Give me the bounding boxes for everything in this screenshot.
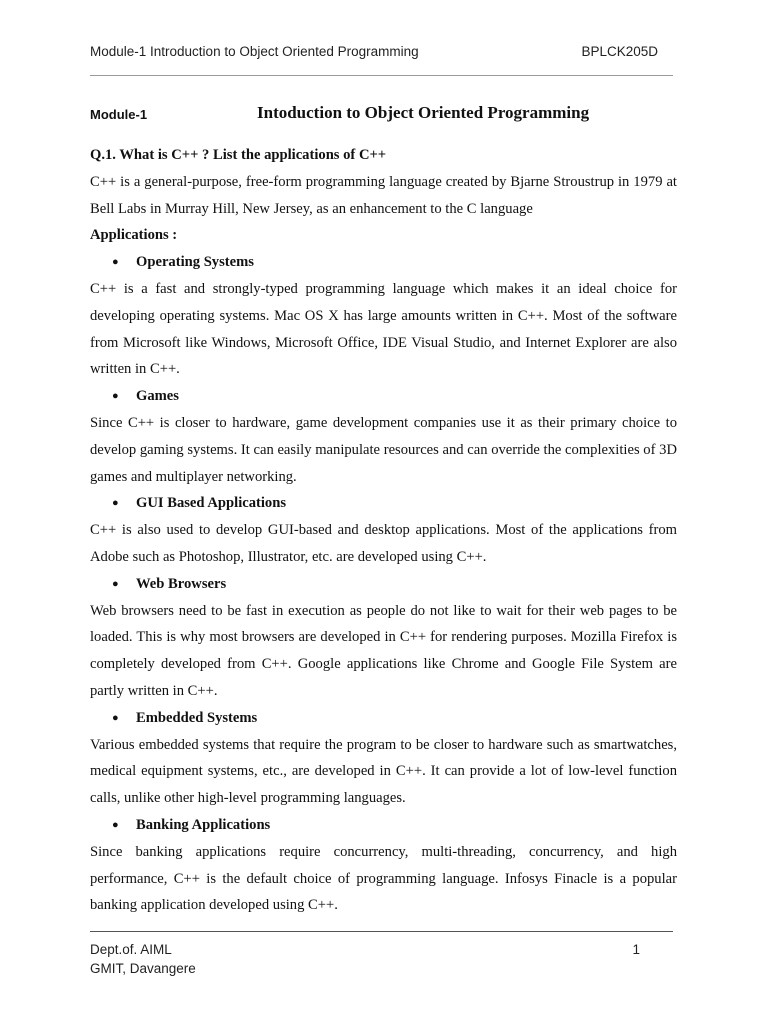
paragraph-embedded-systems: Various embedded systems that require the program to be closer to hardware such as smartwatches, medical equipment systems, etc., are developed in C++. It can provide a lot of low-level function calls, unlike other high-level programming languages. [90,736,677,807]
title-row [90,103,673,125]
applications-heading: Applications : [90,227,178,244]
intro-paragraph: C++ is a general-purpose, free-form programming language created by Bjarne Stroustrup in 1979 at Bell Labs in Murray Hill, New Jersey, as an enhancement to the C language [90,173,677,217]
bullet-operating-systems [90,249,677,276]
bullet-games [90,383,677,410]
paragraph-web-browsers: Web browsers need to be fast in execution as people do not like to wait for their web pages to be loaded. This is why most browsers are developed in C++ for rendering purposes. Mozilla Firefox is completely developed from C++. Google applications like Chrome and Google File System are partly written in C++. [90,602,677,699]
header-course-title: Module-1 Introduction to Object Oriented Programming [90,44,419,59]
paragraph-operating-systems: C++ is a fast and strongly-typed programming language which makes it an ideal choice for developing operating systems. Mac OS X has large amounts written in C++. Most of the software from Microsoft like Windows, Microsoft Office, IDE Visual Studio, and Internet Explorer are also written in C++. [90,280,677,378]
bullet-icon: ● [112,818,119,831]
bullet-icon: ● [112,256,119,269]
bullet-title: Operating Systems [136,254,254,271]
document-title: Intoduction to Object Oriented Programming [257,103,590,122]
header-divider [90,75,673,76]
bullet-embedded-systems [90,705,677,732]
bullet-banking-applications [90,812,677,839]
paragraph-gui-applications: C++ is also used to develop GUI-based and desktop applications. Most of the applications from Adobe such as Photoshop, Illustrator, etc. are developed using C++. [90,522,677,565]
module-label: Module-1 [90,107,148,122]
bullet-title: Games [136,388,179,405]
main-content [90,142,677,919]
bullet-title: Web Browsers [136,575,227,592]
page-footer [90,940,650,978]
bullet-title: Embedded Systems [136,709,258,726]
footer-institute: GMIT, Davangere [90,961,196,976]
paragraph-banking-applications: Since banking applications require concurrency, multi-threading, concurrency, and high performance, C++ is the default choice of programming language. Infosys Finacle is a popular banking application developed using C++. [90,843,677,914]
header-course-code: BPLCK205D [581,44,658,59]
bullet-web-browsers [90,571,677,598]
bullet-icon: ● [112,577,119,590]
bullet-icon: ● [112,497,119,510]
bullet-gui-applications [90,490,677,517]
paragraph-games: Since C++ is closer to hardware, game development companies use it as their primary choice to develop gaming systems. It can easily manipulate resources and can override the complexities of 3D games and multiplayer networking. [90,414,677,485]
bullet-icon: ● [112,711,119,724]
bullet-title: GUI Based Applications [136,495,287,512]
question-heading: Q.1. What is C++ ? List the applications of C++ [90,147,387,163]
bullet-icon: ● [112,390,119,403]
footer-dept: Dept.of. AIML [90,942,172,957]
bullet-title: Banking Applications [136,816,271,833]
footer-divider [90,931,673,932]
page-number: 1 [632,942,640,957]
